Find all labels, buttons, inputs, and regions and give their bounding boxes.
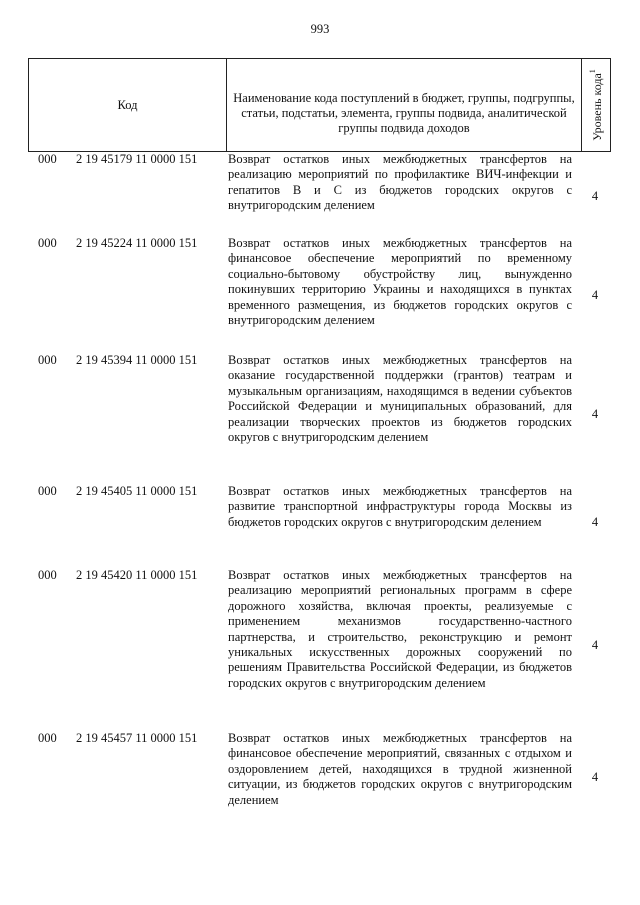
level-footnote-marker: 1 [587, 69, 597, 74]
table-row [0, 353, 640, 484]
row-level: 4 [591, 288, 599, 302]
row-description: Возврат остатков иных межбюджетных трансфертов на реализацию мероприятий по профилактике ВИЧ-инфекции и гепатитов В и С из бюджетов городских округов с внутригородским делением [228, 152, 572, 213]
column-header-code: Код [29, 59, 227, 151]
row-description: Возврат остатков иных межбюджетных трансфертов на финансовое обеспечение мероприятий по временному социально-бытовому обустройству лиц, вынужденно покинувших территорию Украины и находящихся в пунктах временного размещения, из бюджетов городских округов с внутригородским делением [228, 236, 572, 328]
row-description: Возврат остатков иных межбюджетных трансфертов на развитие транспортной инфраструктуры города Москвы из бюджетов городских округов с внутригородским делением [228, 484, 572, 529]
row-code: 2 19 45405 11 0000 151 [76, 484, 198, 498]
row-description: Возврат остатков иных межбюджетных трансфертов на оказание государственной поддержки (грантов) театрам и музыкальным организациям, находящимся в ведении субъектов Российской Федерации и муниципальных образований, для реализации творческих проектов из бюджетов городских округов с внутригородским делением [228, 353, 572, 445]
column-header-name: Наименование кода поступлений в бюджет, группы, подгруппы, статьи, подстатьи, элемента, группы подвида, аналитической группы подвида доходов [227, 59, 582, 151]
table-row [0, 152, 640, 236]
row-level: 4 [591, 515, 599, 529]
row-level: 4 [591, 407, 599, 421]
level-label-text: Уровень кода [589, 73, 604, 141]
row-level: 4 [591, 189, 599, 203]
table-row [0, 568, 640, 731]
table-row [0, 236, 640, 353]
table-header [28, 58, 611, 152]
row-prefix: 000 [38, 568, 57, 582]
row-description: Возврат остатков иных межбюджетных трансфертов на реализацию мероприятий региональных программ в сфере дорожного хозяйства, включая проекты, реализуемые с применением механизмов государственно-частного партнерства, и строительство, реконструкцию и ремонт уникальных искусственных дорожных сооружений по решениям Правительства Российской Федерации, из бюджетов городских округов с внутригородским делением [228, 568, 572, 690]
row-prefix: 000 [38, 353, 57, 367]
column-header-level-label [589, 69, 605, 141]
row-level: 4 [591, 638, 599, 652]
row-description: Возврат остатков иных межбюджетных трансфертов на финансовое обеспечение мероприятий, связанных с отдыхом и оздоровлением детей, находящихся в трудной жизненной ситуации, из бюджетов городских округов с внутригородским делением [228, 731, 572, 807]
row-prefix: 000 [38, 731, 57, 745]
table-row [0, 484, 640, 568]
row-code: 2 19 45179 11 0000 151 [76, 152, 198, 166]
table-body [0, 152, 640, 821]
page-number: 993 [310, 22, 330, 36]
row-level: 4 [591, 770, 599, 784]
row-prefix: 000 [38, 236, 57, 250]
table-row [0, 731, 640, 821]
column-header-level [583, 59, 610, 151]
row-code: 2 19 45224 11 0000 151 [76, 236, 198, 250]
row-code: 2 19 45457 11 0000 151 [76, 731, 198, 745]
row-prefix: 000 [38, 152, 57, 166]
row-prefix: 000 [38, 484, 57, 498]
row-code: 2 19 45420 11 0000 151 [76, 568, 198, 582]
row-code: 2 19 45394 11 0000 151 [76, 353, 198, 367]
